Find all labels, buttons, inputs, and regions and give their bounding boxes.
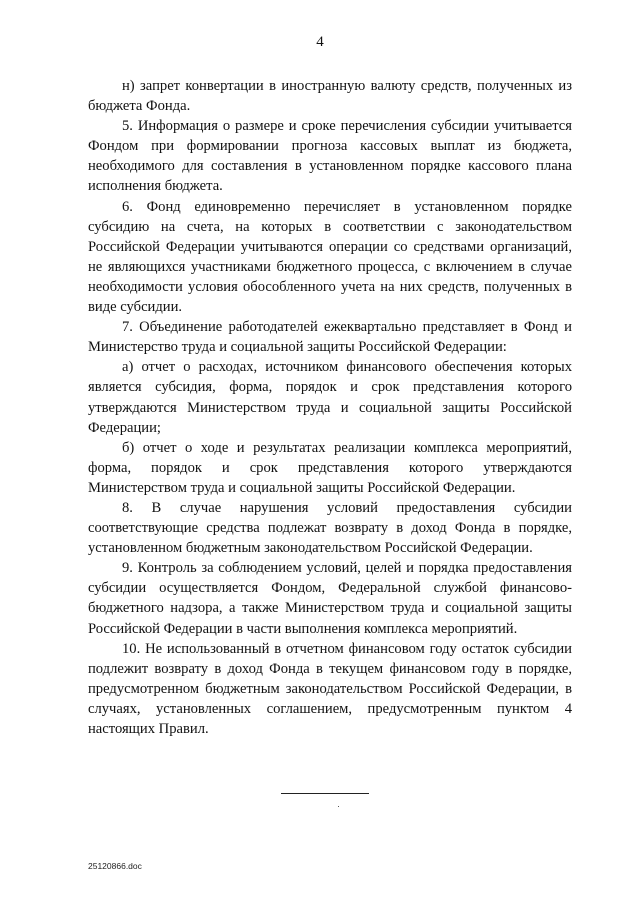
paragraph-7-b: б) отчет о ходе и результатах реализации комплекса мероприятий, форма, порядок и срок представления которого утверждаются Министерством труда и социальной защиты Российской Федерации. — [88, 439, 572, 496]
page-number: 4 — [316, 34, 324, 50]
paragraph-7: 7. Объединение работодателей ежеквартально представляет в Фонд и Министерство труда и социальной защиты Российской Федерации: — [88, 319, 572, 356]
paragraph-8: 8. В случае нарушения условий предоставления субсидии соответствующие средства подлежат возврату в доход Фонда в порядке, установленном бюджетным законодательством Российской Федерации. — [88, 499, 572, 557]
end-of-document-rule — [281, 793, 369, 794]
paragraph-5: 5. Информация о размере и сроке перечисления субсидии учитывается Фондом при формировании прогноза кассовых выплат из бюджета, необходимого для составления в установленном порядке кассового плана исполнения бюджета. — [88, 118, 572, 195]
paragraph-9: 9. Контроль за соблюдением условий, целей и порядка предоставления субсидии осуществляется Фондом, Федеральной службой финансово-бюджетного надзора, а также Министерством труда и социальной защиты Российской Федерации в части выполнения комплекса мероприятий. — [88, 560, 572, 637]
paragraph-item-n: н) запрет конвертации в иностранную валюту средств, полученных из бюджета Фонда. — [88, 78, 572, 115]
paragraph-6: 6. Фонд единовременно перечисляет в установленном порядке субсидию на счета, на которых в соответствии с законодательством Российской Федерации учитываются операции со средствами организаций, не являющихся участниками бюджетного процесса, с включением в случае необходимости условия обособленного учета на них средств, полученных в виде субсидии. — [88, 198, 572, 316]
paragraph-7-a: а) отчет о расходах, источником финансового обеспечения которых является субсидия, форма, порядок и срок представления которого утверждаются Министерством труда и социальной защиты Российской Федерации; — [88, 359, 572, 436]
document-body — [88, 76, 572, 739]
paragraph-10: 10. Не использованный в отчетном финансовом году остаток субсидии подлежит возврату в доход Фонда в текущем финансовом году в порядке, предусмотренном бюджетным законодательством Российской Федерации, в случаях, установленных соглашением, предусмотренным пунктом 4 настоящих Правил. — [88, 640, 572, 737]
document-file-id: 25120866.doc — [88, 861, 142, 871]
scan-speck — [338, 806, 339, 807]
